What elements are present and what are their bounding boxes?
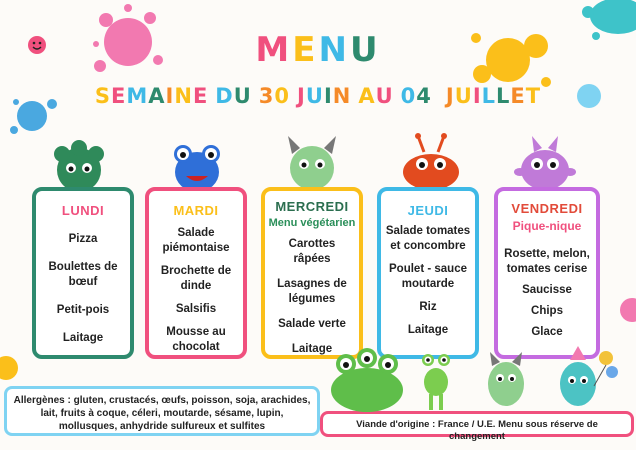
day-title: JEUDI	[407, 203, 449, 218]
subtitle-letter: J	[445, 84, 455, 108]
subtitle-letter	[439, 84, 446, 108]
subtitle-letter: L	[481, 84, 497, 108]
page-title	[0, 30, 636, 70]
title-letter: N	[318, 30, 350, 70]
monster-small-green-icon	[414, 350, 458, 412]
dish-item: Lasagnes de légumes	[277, 278, 347, 305]
subtitle-letter: D	[215, 84, 234, 108]
monster-big-green-icon	[326, 346, 408, 412]
dish-list	[502, 247, 592, 340]
dish-list	[153, 226, 239, 355]
day-title: MARDI	[173, 203, 219, 218]
subtitle-letter: 4	[416, 84, 432, 108]
subtitle-letter: N	[174, 84, 193, 108]
subtitle-letter: T	[525, 84, 542, 108]
title-letter: U	[349, 30, 381, 70]
dish-item: Salade piémontaise	[162, 227, 230, 254]
day-subtitle: Menu végétarien	[268, 217, 356, 229]
subtitle-letter: 0	[274, 84, 291, 108]
subtitle-letter	[290, 84, 297, 108]
dish-item: Mousse au chocolat	[166, 326, 226, 353]
dish-item: Glace	[531, 326, 563, 338]
subtitle-letter	[394, 84, 401, 108]
dish-item: Salade verte	[278, 318, 346, 330]
subtitle-letter: 0	[400, 84, 417, 108]
day-card-lundi	[32, 187, 134, 359]
subtitle-letter	[351, 84, 358, 108]
subtitle-letter	[432, 84, 439, 108]
subtitle-letter: J	[297, 84, 306, 108]
subtitle-letter: S	[94, 84, 111, 108]
day-card-mercredi	[261, 187, 363, 359]
title-letter: M	[255, 30, 293, 70]
day-card-jeudi	[377, 187, 479, 359]
dish-item: Petit-pois	[56, 304, 110, 316]
monster-fluffy-icon	[282, 132, 342, 192]
subtitle-letter	[252, 84, 259, 108]
subtitle-letter: I	[165, 84, 175, 108]
dish-item: Salsifis	[175, 303, 217, 315]
dish-item: Poulet - sauce moutarde	[389, 263, 467, 290]
dish-list	[40, 232, 126, 346]
dish-item: Salade tomates et concombre	[385, 225, 471, 252]
day-card-mardi	[145, 187, 247, 359]
subtitle-letter: M	[126, 84, 149, 108]
paint-splat-yellow-bottom	[0, 350, 30, 384]
subtitle-letter: E	[510, 84, 526, 108]
monster-purple-icon	[512, 130, 578, 192]
dish-item: Brochette de dinde	[160, 265, 232, 292]
subtitle-letter: A	[358, 84, 376, 108]
day-card-vendredi	[494, 187, 600, 359]
dish-item: Boulettes de bœuf	[48, 261, 118, 288]
subtitle-letter: A	[148, 84, 166, 108]
monster-green-icon	[50, 140, 108, 192]
day-subtitle: Pique-nique	[512, 219, 582, 233]
monster-teal-balloons-icon	[550, 346, 620, 410]
allergens-note	[4, 386, 320, 436]
subtitle-letter: U	[305, 84, 324, 108]
subtitle-letter: I	[323, 84, 333, 108]
day-title: VENDREDI	[511, 201, 583, 216]
monster-blue-icon	[168, 140, 226, 192]
allergens-text: Allergènes : gluten, crustacés, œufs, poisson, soja, arachides, lait, fruits à coque, céleri, moutarde, sésame, lupin, mollusques, anhydride sulfureux et sulfites	[13, 395, 311, 432]
dish-item: Pizza	[68, 233, 98, 245]
subtitle-letter: U	[454, 84, 473, 108]
subtitle-letter: E	[192, 84, 209, 108]
subtitle-letter	[208, 84, 215, 108]
dish-item: Saucisse	[522, 284, 572, 296]
dish-item: Laitage	[62, 332, 104, 344]
dish-item: Laitage	[407, 324, 449, 336]
origin-note	[320, 411, 634, 442]
dish-item: Laitage	[291, 343, 333, 355]
day-title: LUNDI	[61, 203, 105, 218]
subtitle-letter: U	[233, 84, 252, 108]
subtitle-letter: I	[472, 84, 482, 108]
subtitle-letter: N	[332, 84, 352, 108]
dish-item: Carottes râpées	[288, 238, 336, 265]
monster-fluffy-small-icon	[482, 348, 530, 410]
dish-item: Rosette, melon, tomates cerise	[504, 248, 590, 275]
subtitle-letter: L	[496, 84, 511, 108]
subtitle-letter: U	[375, 84, 394, 108]
subtitle-letter: 3	[258, 84, 275, 108]
title-letter: E	[292, 30, 319, 70]
dish-list	[385, 224, 471, 338]
origin-text: Viande d'origine : France / U.E. Menu sous réserve de changement	[356, 419, 598, 442]
dish-item: Chips	[531, 305, 563, 317]
paint-splat-pink-right	[618, 290, 636, 330]
monster-red-icon	[398, 132, 464, 192]
subtitle-letter: E	[111, 84, 127, 108]
dish-list	[269, 237, 355, 357]
page-subtitle	[0, 84, 636, 108]
day-title: MERCREDI	[275, 199, 349, 214]
dish-item: Riz	[419, 301, 437, 313]
